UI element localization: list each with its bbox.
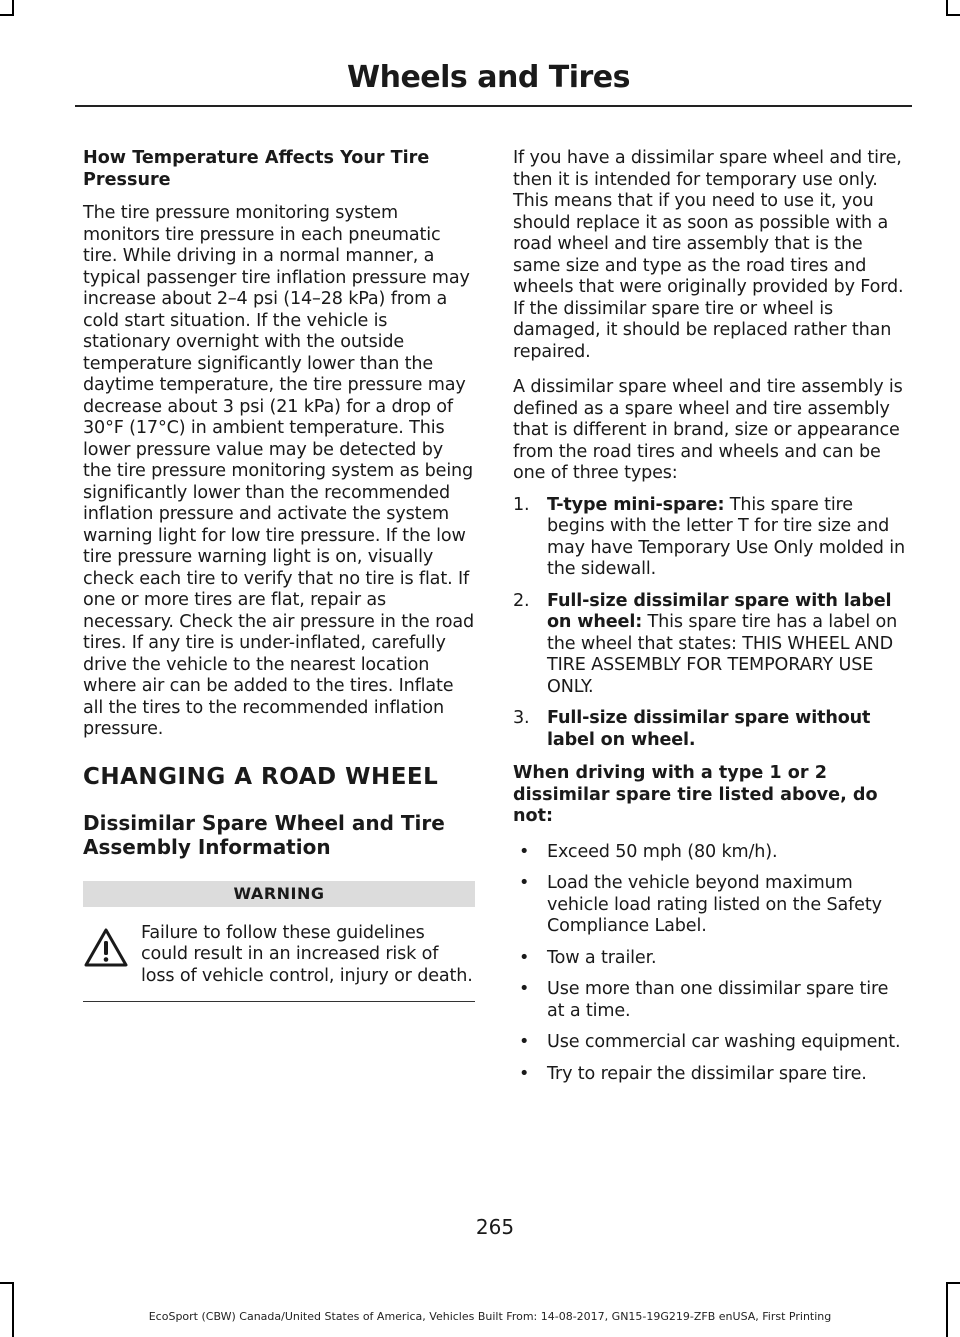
list-item-text <box>547 495 908 581</box>
list-item-desc: This spare tire begins with the letter T for tire size and may have Temporary Use Only molded in the sidewall. <box>547 494 905 579</box>
header-rule <box>75 105 912 107</box>
donot-heading: When driving with a type 1 or 2 dissimilar spare tire listed above, do not: <box>513 763 878 826</box>
list-item <box>513 495 908 581</box>
list-item <box>513 1064 908 1086</box>
list-item-text <box>547 708 908 751</box>
warning-label: WARNING <box>83 881 475 907</box>
crop-mark <box>0 1282 14 1284</box>
section-subheading: Dissimilar Spare Wheel and Tire Assembly Information <box>83 810 445 859</box>
crop-mark <box>0 14 14 16</box>
right-column <box>513 148 908 1097</box>
list-item <box>513 591 908 699</box>
warning-triangle-icon <box>83 927 133 973</box>
list-item-text: Try to repair the dissimilar spare tire. <box>547 1063 867 1084</box>
list-item-term: T-type mini-spare: <box>547 494 725 515</box>
list-number: 2. <box>513 590 530 611</box>
page-title: Wheels and Tires <box>347 60 630 95</box>
paragraph: A dissimilar spare wheel and tire assembly is defined as a spare wheel and tire assembly that is different in brand, size or appearance from the road tires and wheels and can be one of three types: <box>513 377 903 483</box>
crop-mark <box>946 14 960 16</box>
list-item <box>513 708 908 751</box>
paragraph: The tire pressure monitoring system monitors tire pressure in each pneumatic tire. While driving in a normal manner, a typical passenger tire inflation pressure may increase about 2–4 psi (14–28 kPa) from a cold start situation. If the vehicle is stationary overnight with the outside temperature significantly lower than the daytime temperature, the tire pressure may decrease about 3 psi (21 kPa) for a drop of 30°F (17°C) in ambient temperature. This lower pressure value may be detected by the tire pressure monitoring system as being significantly lower than the recommended inflation pressure and activate the system warning light for low tire pressure. If the low tire pressure warning light is on, visually check each tire to verify that no tire is flat. If one or more tires are flat, repair as necessary. Check the air pressure in the road tires. If any tire is under-inflated, carefully drive the vehicle to the nearest location where air can be added to the tires. Inflate all the tires to the recommended inflation pressure. <box>83 203 475 739</box>
list-item <box>513 1032 908 1054</box>
subheading: How Temperature Affects Your Tire Pressure <box>83 148 430 190</box>
list-item <box>513 979 908 1022</box>
list-item-text: Load the vehicle beyond maximum vehicle load rating listed on the Safety Compliance Label. <box>547 873 882 936</box>
paragraph: If you have a dissimilar spare wheel and tire, then it is intended for temporary use only. This means that if you need to use it, you should replace it as soon as possible with a road wheel and tire assembly that is the same size and type as the road tires and wheels that were originally provided by Ford. If the dissimilar spare tire or wheel is damaged, it should be replaced rather than repaired. <box>513 148 904 362</box>
bullet: • <box>519 873 530 893</box>
bullet: • <box>519 947 530 968</box>
left-column <box>83 148 475 1002</box>
list-number: 3. <box>513 708 530 728</box>
list-item-text: Use more than one dissimilar spare tire at a time. <box>547 979 889 1021</box>
list-item-text: Exceed 50 mph (80 km/h). <box>547 841 778 862</box>
list-item-text <box>547 591 908 699</box>
spare-types-list <box>513 495 908 752</box>
list-item <box>513 948 908 970</box>
warning-box <box>83 881 475 1003</box>
page-number: 265 <box>475 1215 515 1239</box>
crop-mark <box>946 1282 960 1284</box>
list-item-text: Use commercial car washing equipment. <box>547 1032 901 1052</box>
list-item-desc: This spare tire has a label on the wheel that states: THIS WHEEL AND TIRE ASSEMBLY FOR TEMPORARY USE ONLY. <box>547 612 898 697</box>
bullet: • <box>519 1032 530 1052</box>
bullet: • <box>519 841 530 862</box>
list-item-term: Full-size dissimilar spare without label on wheel. <box>547 708 871 750</box>
list-item-term: Full-size dissimilar spare with label on wheel: <box>547 590 892 632</box>
warning-body <box>83 907 475 1003</box>
donot-list <box>513 842 908 1086</box>
list-number: 1. <box>513 494 530 515</box>
section-heading: CHANGING A ROAD WHEEL <box>83 763 439 790</box>
bullet: • <box>519 1063 530 1084</box>
bullet: • <box>519 979 530 999</box>
list-item <box>513 842 908 864</box>
footer-text: EcoSport (CBW) Canada/United States of America, Vehicles Built From: 14-08-2017, GN15-19G219-ZFB enUSA, First Printing <box>148 1310 832 1323</box>
warning-text: Failure to follow these guidelines could result in an increased risk of loss of vehicle control, injury or death. <box>141 922 473 986</box>
list-item-text: Tow a trailer. <box>547 947 657 968</box>
list-item <box>513 873 908 938</box>
